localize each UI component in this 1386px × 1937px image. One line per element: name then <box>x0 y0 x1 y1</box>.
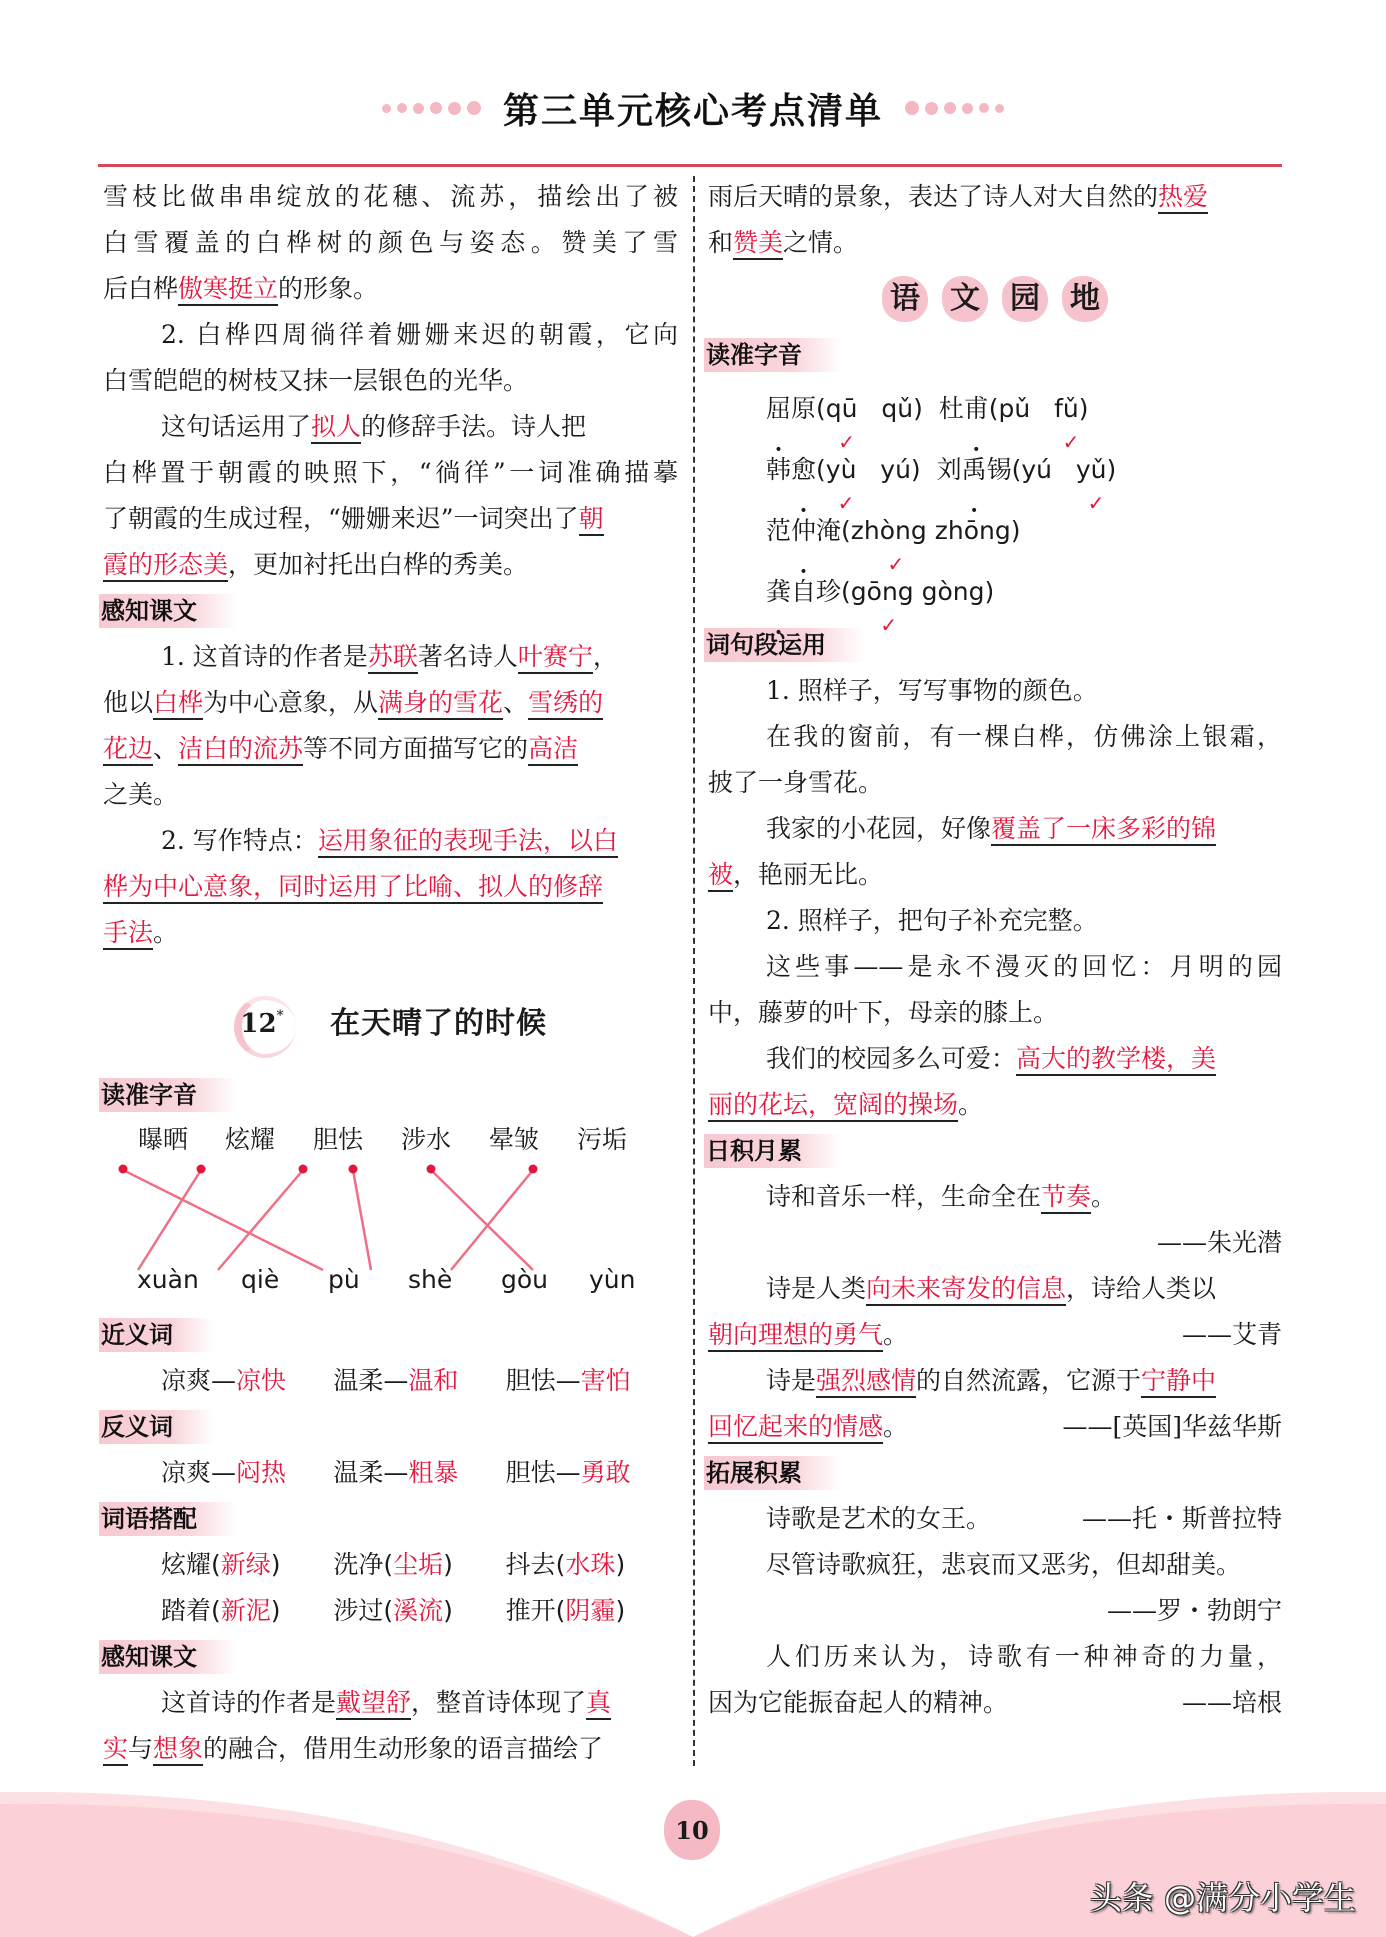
collocation-row: 踏着(新泥) 涉过(溪流) 推开(阴霾) <box>161 1596 626 1625</box>
header-rule <box>98 164 1282 167</box>
question-line: 2. 白桦四周徜徉着姗姗来迟的朝霞，它向 <box>161 320 678 349</box>
question-line: 2. 照样子，把句子补充完整。 <box>766 906 1098 935</box>
answer-text: 霞的形态美 <box>103 550 228 582</box>
text-line: 2. 写作特点：运用象征的表现手法，以白 <box>103 818 678 864</box>
text-line: 他以白桦为中心意象，从满身的雪花、雪绣的 <box>103 680 678 726</box>
section-tag-usage: 词句段运用 <box>704 628 866 662</box>
quote-line: 诗和音乐一样，生命全在节奏。 <box>708 1174 1282 1220</box>
pinyin-matching-exercise <box>103 1122 678 1312</box>
text-line: 桦为中心意象，同时运用了比喻、拟人的修辞 <box>103 864 678 910</box>
section-tag-synonyms: 近义词 <box>99 1318 213 1352</box>
match-pinyin: shè <box>408 1265 453 1294</box>
section-tag-perceive: 感知课文 <box>99 594 237 628</box>
quote-line: 诗是人类向未来寄发的信息，诗给人类以 <box>708 1266 1282 1312</box>
match-word: 炫耀 <box>225 1125 276 1154</box>
section-tag-daily: 日积月累 <box>704 1134 842 1168</box>
text-line: 霞的形态美，更加衬托出白桦的秀美。 <box>103 542 678 588</box>
section-tag-perceive: 感知课文 <box>99 1640 237 1674</box>
text-line: 实与想象的融合，借用生动形象的语言描绘了 <box>103 1726 678 1772</box>
text-line: 之美。 <box>103 780 179 809</box>
lesson-heading <box>103 976 678 1072</box>
text-line: 和赞美之情。 <box>708 220 1282 266</box>
quote-line: 诗是强烈感情的自然流露，它源于宁静中 <box>708 1358 1282 1404</box>
question-line: 1. 照样子，写写事物的颜色。 <box>766 676 1098 705</box>
text-line: 白桦置于朝霞的映照下，“徜徉”一词准确描摹 <box>103 458 678 487</box>
text-line: 雨后天晴的景象，表达了诗人对大自然的热爱 <box>708 174 1282 220</box>
pinyin-choice-row: 屈原(qū ✓ qǔ) 杜甫(pǔ fǔ ✓) <box>708 378 1282 439</box>
match-pinyin: pù <box>328 1265 360 1294</box>
left-column <box>103 174 678 1772</box>
text-line: 1. 这首诗的作者是苏联著名诗人叶赛宁， <box>103 634 678 680</box>
quote-author: ——托・斯普拉特 <box>1081 1504 1282 1533</box>
match-pinyin: qiè <box>241 1265 280 1294</box>
match-word: 涉水 <box>401 1125 452 1154</box>
section-heading-garden: 语 文 园 地 <box>708 276 1282 322</box>
answer-line: 丽的花坛，宽阔的操场。 <box>708 1082 1282 1128</box>
header-dots-left <box>382 101 481 115</box>
section-tag-antonyms: 反义词 <box>99 1410 213 1444</box>
match-pinyin: yùn <box>589 1265 636 1294</box>
match-pinyin: xuàn <box>137 1265 199 1294</box>
example-line: 披了一身雪花。 <box>708 768 884 797</box>
antonym-row: 凉爽—闷热 温柔—粗暴 胆怯—勇敢 <box>161 1458 631 1487</box>
quote-line: 诗歌是艺术的女王。 ——托・斯普拉特 <box>708 1496 1282 1542</box>
quote-line: 回忆起来的情感。 ——[英国]华兹华斯 <box>708 1404 1282 1450</box>
text-line: 白雪覆盖的白桦树的颜色与姿态。赞美了雪 <box>103 228 678 257</box>
match-word: 晕皱 <box>489 1125 540 1154</box>
pinyin-choice-row: 范仲淹(zhòng ✓ zhōng) <box>708 500 1282 561</box>
answer-line: 我家的小花园，好像覆盖了一床多彩的锦 <box>708 806 1282 852</box>
quote-line: 人们历来认为，诗歌有一种神奇的力量， <box>766 1642 1282 1671</box>
match-word: 胆怯 <box>313 1125 364 1154</box>
collocation-row: 炫耀(新绿) 洗净(尘垢) 抖去(水珠) <box>161 1550 626 1579</box>
section-tag-extend: 拓展积累 <box>704 1456 842 1490</box>
text-line: 了朝霞的生成过程，“姗姗来迟”一词突出了朝 <box>103 496 678 542</box>
answer-line: 我们的校园多么可爱：高大的教学楼，美 <box>708 1036 1282 1082</box>
text-line: 这首诗的作者是戴望舒，整首诗体现了真 <box>103 1680 678 1726</box>
question-line: 白雪皑皑的树枝又抹一层银色的光华。 <box>103 366 529 395</box>
synonym-row: 凉爽—凉快 温柔—温和 胆怯—害怕 <box>161 1366 631 1395</box>
watermark: 头条 @满分小学生 <box>1089 1879 1356 1917</box>
text-line: 这句话运用了拟人的修辞手法。诗人把 <box>103 404 678 450</box>
quote-author: ——罗・勃朗宁 <box>1106 1596 1282 1625</box>
text-line: 雪枝比做串串绽放的花穗、流苏，描绘出了被 <box>103 182 678 211</box>
example-line: 在我的窗前，有一棵白桦，仿佛涂上银霜， <box>766 722 1282 751</box>
match-word: 曝晒 <box>138 1125 189 1154</box>
text-line: 后白桦傲寒挺立的形象。 <box>103 266 678 312</box>
answer-text: 拟人 <box>311 412 361 444</box>
quote-line: 朝向理想的勇气。 ——艾青 <box>708 1312 1282 1358</box>
section-tag-pronounce: 读准字音 <box>704 338 842 372</box>
pinyin-choice-row: 龚自珍(gōng ✓ gòng) <box>708 561 1282 622</box>
header-dots-right <box>905 101 1004 115</box>
answer-text: 傲寒挺立 <box>178 274 278 306</box>
example-line: 这些事——是永不漫灭的回忆：月明的园 <box>766 952 1282 981</box>
match-pinyin: gòu <box>501 1265 549 1294</box>
text-line: 花边、洁白的流苏等不同方面描写它的高洁 <box>103 726 678 772</box>
lesson-number-badge: 12 * <box>234 996 290 1052</box>
quote-author: ——[英国]华兹华斯 <box>1062 1412 1282 1441</box>
lesson-title: 在天晴了的时候 <box>330 1006 547 1041</box>
quote-line: 因为它能振奋起人的精神。 ——培根 <box>708 1680 1282 1726</box>
match-word: 污垢 <box>577 1125 628 1154</box>
column-divider <box>693 176 695 1766</box>
page-title: 第三单元核心考点清单 <box>502 89 883 132</box>
page-number: 10 <box>664 1800 720 1860</box>
quote-author: ——朱光潜 <box>1156 1228 1282 1257</box>
right-column <box>708 174 1282 1726</box>
answer-text: 朝 <box>579 504 604 536</box>
quote-author: ——艾青 <box>1181 1320 1282 1349</box>
section-tag-collocation: 词语搭配 <box>99 1502 237 1536</box>
example-line: 中，藤萝的叶下，母亲的膝上。 <box>708 998 1059 1027</box>
section-tag-pronounce: 读准字音 <box>99 1078 237 1112</box>
page-header <box>0 78 1386 138</box>
text-line: 手法。 <box>103 910 678 956</box>
pinyin-choice-row: 韩愈(yù ✓ yú) 刘禹锡(yú yǔ ✓) <box>708 439 1282 500</box>
quote-author: ——培根 <box>1181 1688 1282 1717</box>
quote-line: 尽管诗歌疯狂，悲哀而又恶劣，但却甜美。 <box>766 1550 1242 1579</box>
answer-line: 被，艳丽无比。 <box>708 852 1282 898</box>
